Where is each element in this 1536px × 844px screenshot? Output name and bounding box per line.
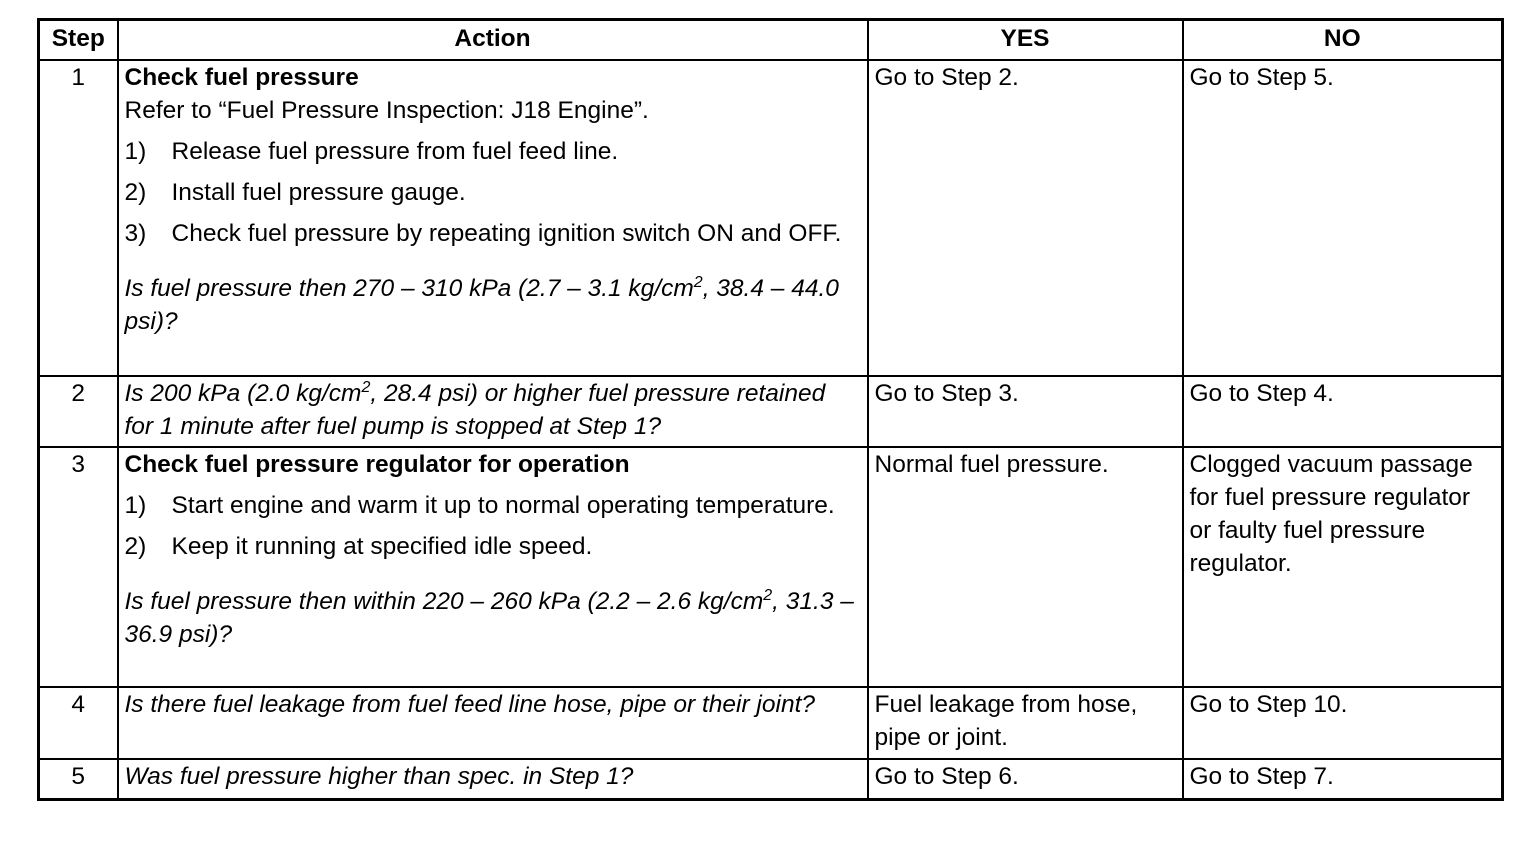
question-text-end: , 31.3 – 36.9 psi)?: [124, 588, 854, 648]
list-item-text: Install fuel pressure gauge.: [171, 179, 466, 206]
table-row: [39, 759, 1503, 800]
header-row: [39, 20, 1503, 61]
action-question: [125, 272, 861, 338]
yes-cell: Go to Step 6.: [868, 759, 1183, 800]
action-steps-list: [125, 489, 861, 563]
no-cell: Clogged vacuum passage for fuel pressure regulator or faulty fuel pressure regulator.: [1183, 447, 1503, 687]
step-number: 1: [39, 60, 118, 376]
table-row: [39, 687, 1503, 759]
no-cell: Go to Step 5.: [1183, 60, 1503, 376]
question-text-end: , 38.4 – 44.0 psi)?: [124, 275, 839, 335]
action-question: Was fuel pressure higher than spec. in Step 1?: [124, 763, 634, 790]
action-cell: [118, 60, 868, 376]
list-item-number: 3): [124, 220, 147, 247]
list-item: [125, 176, 861, 209]
troubleshooting-table: [37, 18, 1504, 801]
list-item-number: 1): [124, 492, 147, 519]
list-item: [125, 489, 861, 522]
question-text-start: Is fuel pressure then 270 – 310 kPa (2.7 – 3.1 kg/cm: [124, 275, 694, 302]
list-item-text: Check fuel pressure by repeating ignition switch ON and OFF.: [171, 220, 842, 247]
list-item-number: 1): [124, 138, 147, 165]
action-title: Check fuel pressure: [124, 64, 359, 91]
yes-cell: Fuel leakage from hose, pipe or joint.: [868, 687, 1183, 759]
superscript-exponent: 2: [693, 274, 703, 291]
action-title: Check fuel pressure regulator for operation: [124, 451, 630, 478]
header-action: Action: [118, 20, 868, 61]
step-number: 3: [39, 447, 118, 687]
action-question: [125, 585, 861, 651]
header-yes: YES: [868, 20, 1183, 61]
action-steps-list: [125, 135, 861, 250]
table-row: [39, 376, 1503, 447]
list-item-text: Start engine and warm it up to normal operating temperature.: [171, 492, 835, 519]
action-question: Is there fuel leakage from fuel feed line hose, pipe or their joint?: [124, 691, 815, 718]
step-number: 4: [39, 687, 118, 759]
no-cell: Go to Step 4.: [1183, 376, 1503, 447]
superscript-exponent: 2: [361, 379, 371, 396]
action-cell: [118, 376, 868, 447]
action-question: [125, 377, 861, 443]
list-item-number: 2): [124, 533, 147, 560]
yes-cell: Normal fuel pressure.: [868, 447, 1183, 687]
question-text-end: , 28.4 psi) or higher fuel pressure retained for 1 minute after fuel pump is stopped at Step 1?: [124, 380, 826, 440]
list-item: [125, 217, 861, 250]
list-item: [125, 135, 861, 168]
table-row: [39, 60, 1503, 376]
list-item-number: 2): [124, 179, 147, 206]
list-item: [125, 530, 861, 563]
step-number: 2: [39, 376, 118, 447]
yes-cell: Go to Step 2.: [868, 60, 1183, 376]
no-cell: Go to Step 10.: [1183, 687, 1503, 759]
troubleshooting-table-container: [37, 18, 1501, 801]
header-no: NO: [1183, 20, 1503, 61]
action-cell: [118, 687, 868, 759]
superscript-exponent: 2: [763, 587, 773, 604]
step-number: 5: [39, 759, 118, 800]
action-cell: [118, 447, 868, 687]
yes-cell: Go to Step 3.: [868, 376, 1183, 447]
list-item-text: Keep it running at specified idle speed.: [171, 533, 593, 560]
question-text-start: Is 200 kPa (2.0 kg/cm: [124, 380, 362, 407]
action-cell: [118, 759, 868, 800]
list-item-text: Release fuel pressure from fuel feed line.: [171, 138, 619, 165]
no-cell: Go to Step 7.: [1183, 759, 1503, 800]
action-reference: Refer to “Fuel Pressure Inspection: J18 Engine”.: [124, 97, 649, 124]
header-step: Step: [39, 20, 118, 61]
table-row: [39, 447, 1503, 687]
question-text-start: Is fuel pressure then within 220 – 260 kPa (2.2 – 2.6 kg/cm: [124, 588, 764, 615]
